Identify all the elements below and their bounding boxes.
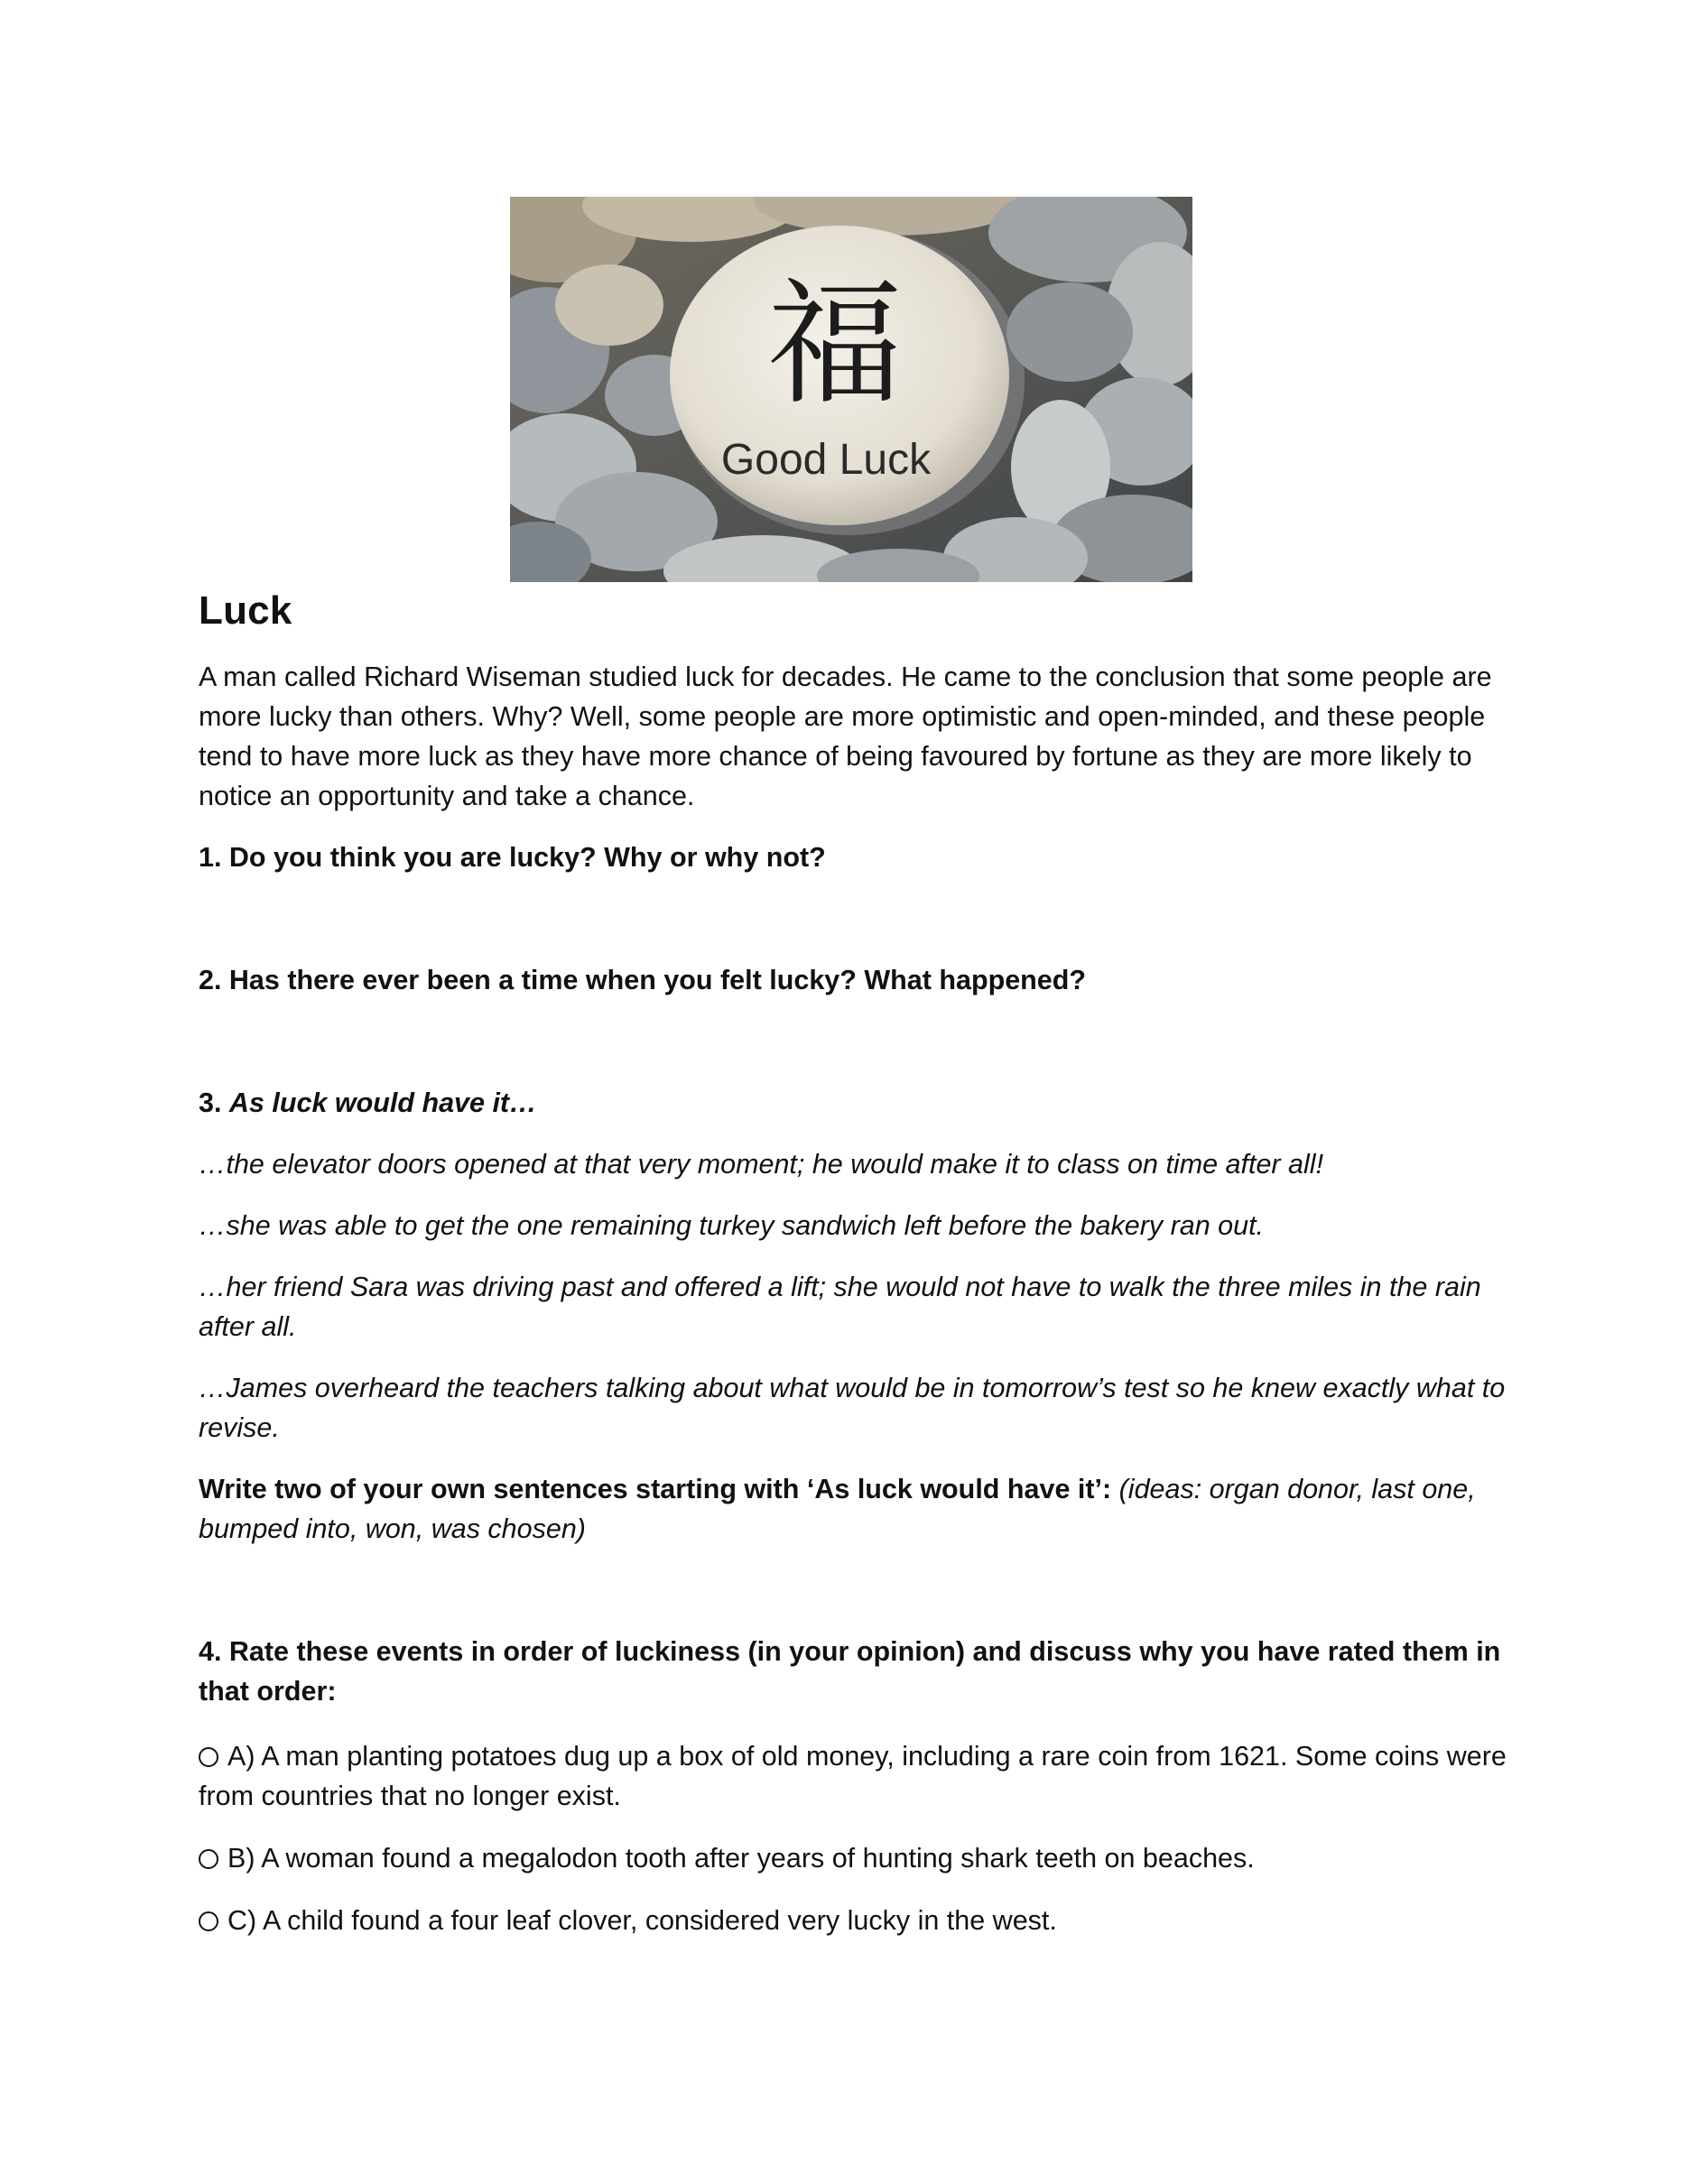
good-luck-stone-image [510, 197, 1192, 582]
stone-text: Good Luck [720, 436, 932, 484]
radio-circle-icon[interactable] [199, 1849, 218, 1869]
option-b-text: B) A woman found a megalodon tooth after years of hunting shark teeth on beaches. [227, 1843, 1255, 1874]
question-3-number: 3. [199, 1087, 229, 1118]
radio-circle-icon[interactable] [199, 1747, 218, 1767]
option-c[interactable] [199, 1901, 1507, 1940]
option-a-text: A) A man planting potatoes dug up a box of old money, including a rare coin from 1621. Some coins were from countries that no longer exist. [199, 1741, 1507, 1811]
worksheet-content [199, 583, 1507, 1940]
example-sentence: …her friend Sara was driving past and offered a lift; she would not have to walk the three miles in the rain after all. [199, 1272, 1481, 1342]
example-sentence: …she was able to get the one remaining turkey sandwich left before the bakery ran out. [199, 1210, 1265, 1241]
question-3 [199, 1083, 1507, 1123]
intro-paragraph: A man called Richard Wiseman studied luck for decades. He came to the conclusion that some people are more lucky than others. Why? Well, some people are more optimistic and open-minded, and these people tend to have more luck as they have more chance of being favoured by fortune as they are more likely to notice an opportunity and take a chance. [199, 662, 1492, 811]
question-3-phrase: As luck would have it… [228, 1087, 537, 1118]
option-a[interactable] [199, 1736, 1507, 1816]
question-4: 4. Rate these events in order of luckiness (in your opinion) and discuss why you have rated them in that order: [199, 1636, 1501, 1707]
radio-circle-icon[interactable] [199, 1911, 218, 1931]
option-b[interactable] [199, 1838, 1507, 1878]
good-luck-stone-photo [510, 197, 1192, 582]
question-1: 1. Do you think you are lucky? Why or why not? [199, 842, 826, 873]
option-c-text: C) A child found a four leaf clover, considered very lucky in the west. [227, 1905, 1057, 1936]
example-sentence: …James overheard the teachers talking about what would be in tomorrow’s test so he knew exactly what to revise. [199, 1373, 1506, 1443]
example-sentence: …the elevator doors opened at that very moment; he would make it to class on time after all! [199, 1149, 1324, 1180]
page-title: Luck [199, 588, 292, 633]
write-instruction [199, 1469, 1507, 1549]
fu-character: 福 [766, 266, 904, 423]
write-instruction-bold: Write two of your own sentences starting with ‘As luck would have it’: [199, 1474, 1112, 1504]
write-instruction-ideas: (ideas: organ donor, last one, bumped into, won, was chosen) [199, 1474, 1476, 1544]
question-2: 2. Has there ever been a time when you felt lucky? What happened? [199, 965, 1087, 995]
